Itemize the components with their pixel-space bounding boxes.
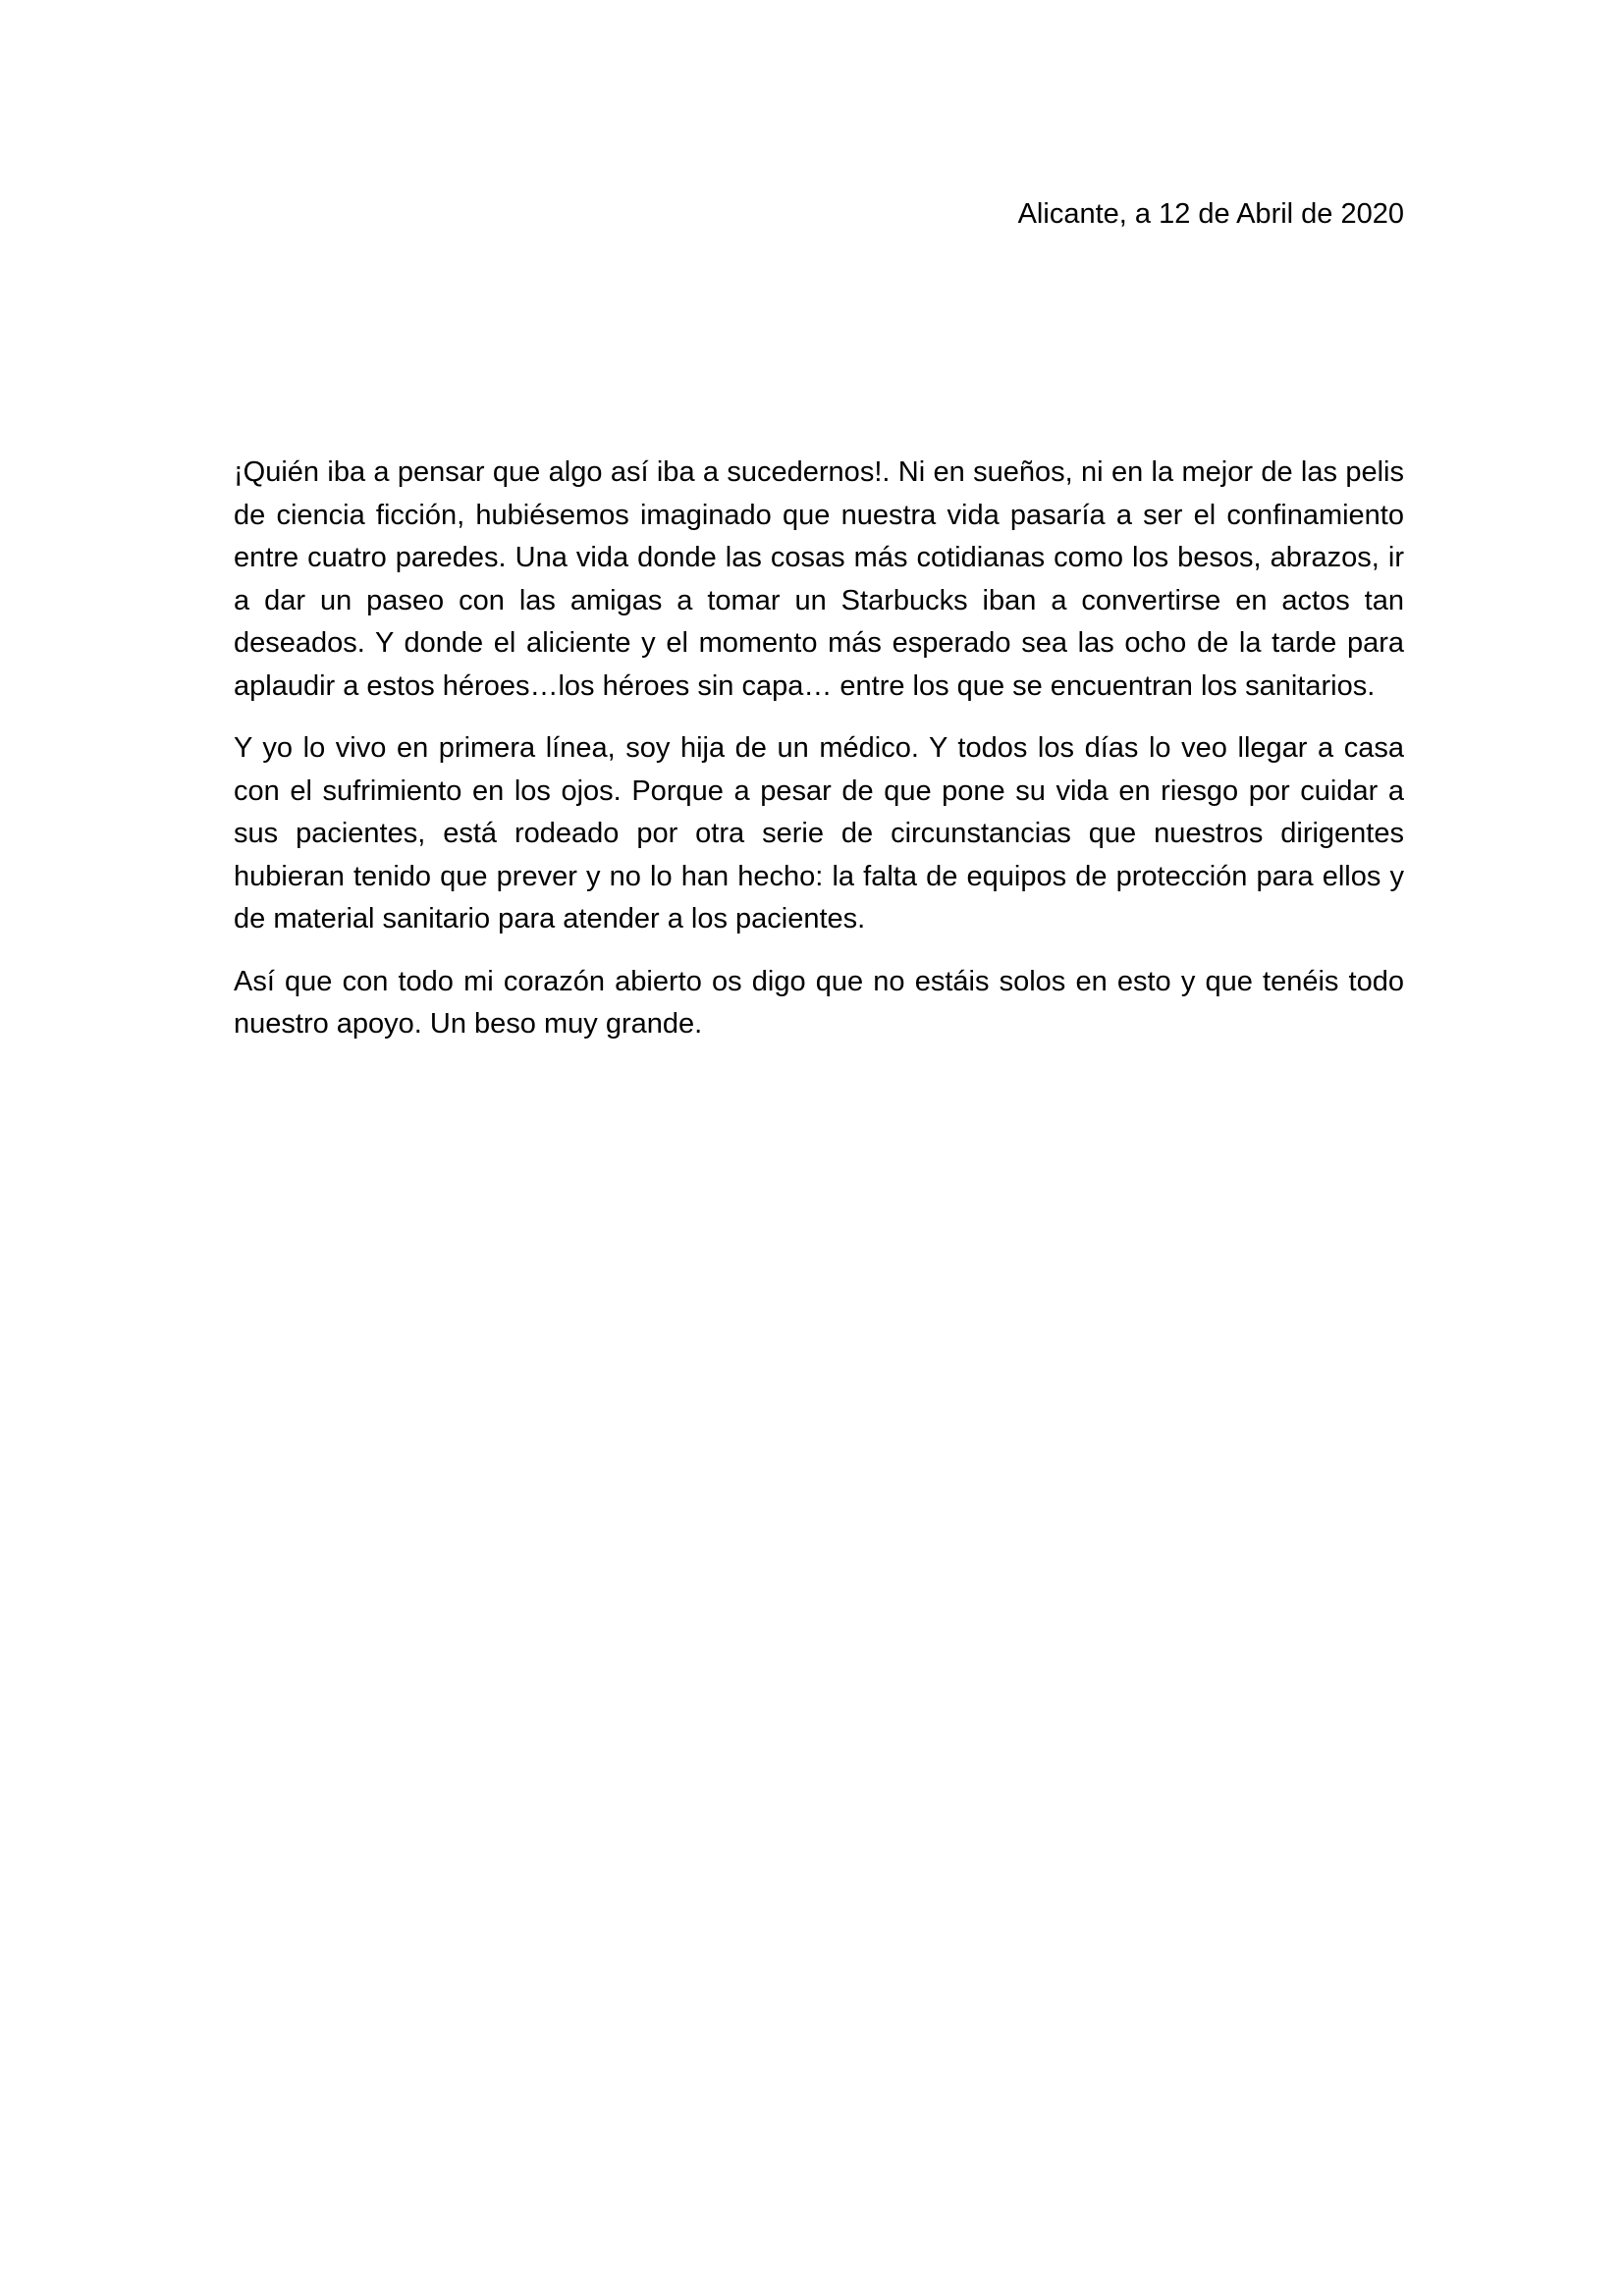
paragraph: Así que con todo mi corazón abierto os digo que no estáis solos en esto y que tenéis todo nuestro apoyo. Un beso muy grande.	[234, 965, 1404, 1040]
letter-body	[234, 452, 1404, 1066]
date-line: Alicante, a 12 de Abril de 2020	[1017, 198, 1404, 230]
paragraph: Y yo lo vivo en primera línea, soy hija de un médico. Y todos los días lo veo llegar a casa con el sufrimiento en los ojos. Porque a pesar de que pone su vida en riesgo por cuidar a sus pacientes, está rodeado por otra serie de circunstancias que nuestros dirigentes hubieran tenido que prever y no lo han hecho: la falta de equipos de protección para ellos y de material sanitario para atender a los pacientes.	[234, 732, 1404, 934]
paragraph: ¡Quién iba a pensar que algo así iba a sucedernos!. Ni en sueños, ni en la mejor de las pelis de ciencia ficción, hubiésemos imaginado que nuestra vida pasaría a ser el confinamiento entre cuatro paredes. Una vida donde las cosas más cotidianas como los besos, abrazos, ir a dar un paseo con las amigas a tomar un Starbucks iban a convertirse en actos tan deseados. Y donde el aliciente y el momento más esperado sea las ocho de la tarde para aplaudir a estos héroes…los héroes sin capa… entre los que se encuentran los sanitarios.	[234, 456, 1404, 702]
